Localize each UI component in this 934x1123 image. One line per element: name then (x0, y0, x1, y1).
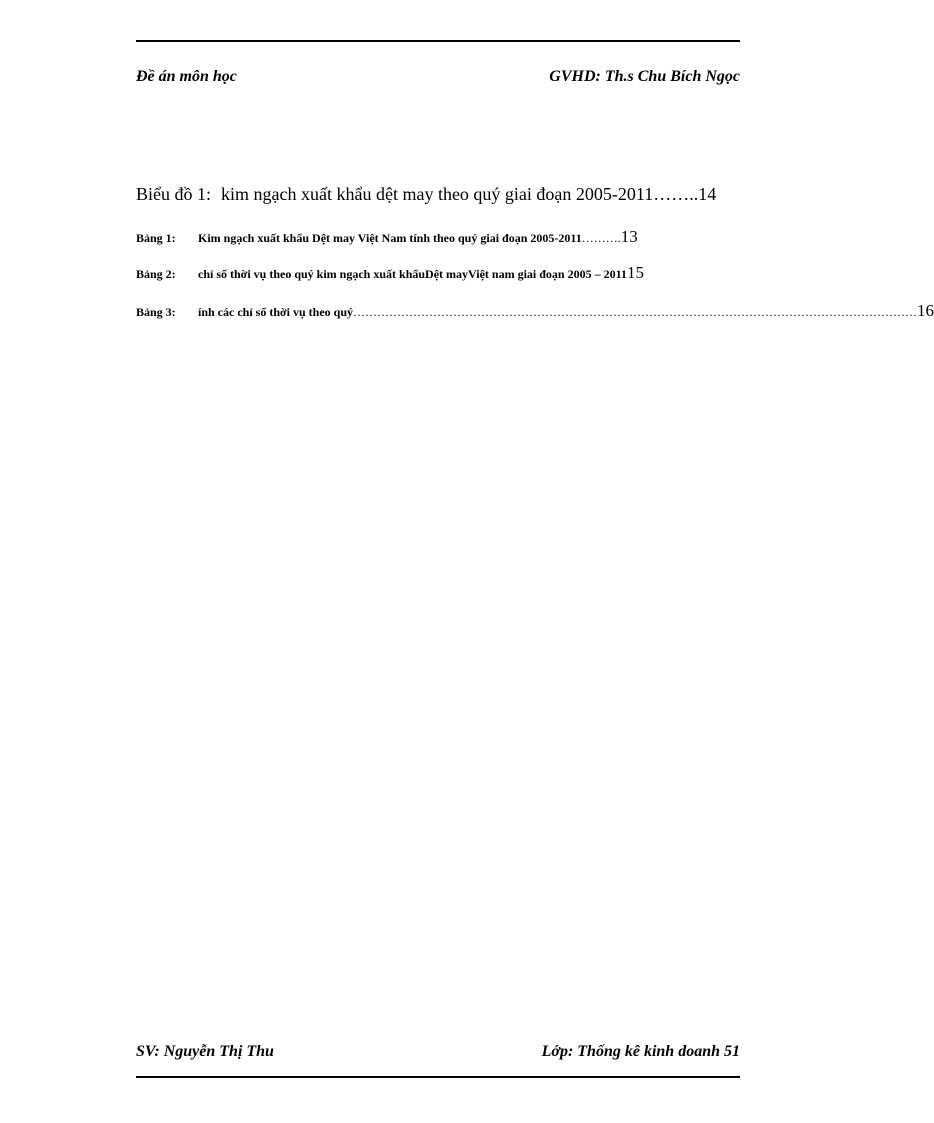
toc-entry-label: Biểu đồ 1: (136, 184, 211, 204)
toc-entry-chart-1[interactable] (136, 184, 752, 205)
toc-entry-leader-dots: ………. (581, 231, 621, 245)
toc-entry-table-2[interactable] (136, 263, 752, 283)
toc-entry-page-number: 13 (620, 227, 638, 246)
footer-class-name: Lớp: Thống kê kinh doanh 51 (541, 1043, 740, 1060)
toc-entry-text: kim ngạch xuất khẩu dệt may theo quý giai đoạn 2005-2011 (221, 184, 654, 204)
toc-entry-text: chỉ số thời vụ theo quý kim ngạch xuất khẩuDệt mayViệt nam giai đoạn 2005 – 2011 (198, 267, 627, 281)
toc-entry-page-number: 16 (917, 301, 934, 320)
toc-entry-leader-dots: …………………………………………………………………………………………………………………………… (353, 305, 918, 319)
footer-rule (136, 1076, 740, 1078)
toc-entry-table-1[interactable] (136, 227, 740, 247)
toc-entry-label: Bảng 1: (136, 231, 176, 245)
toc-entry-text: Kim ngạch xuất khẩu Dệt may Việt Nam tính theo quý giai đoạn 2005-2011 (198, 231, 582, 245)
toc-entry-leader-dots: …….. (653, 184, 699, 204)
toc-entry-text: ính các chỉ số thời vụ theo quý (198, 305, 354, 319)
header-rule (136, 40, 740, 42)
toc-entry-page-number: 14 (698, 184, 717, 204)
toc-entry-page-number: 15 (626, 263, 644, 282)
header-course-title: Đề án môn học (136, 68, 237, 85)
toc-entry-label: Bảng 3: (136, 305, 176, 319)
toc-entry-table-3[interactable] (136, 301, 934, 321)
header-supervisor: GVHD: Th.s Chu Bích Ngọc (549, 68, 740, 85)
toc-entry-label: Bảng 2: (136, 267, 176, 281)
footer-student-name: SV: Nguyễn Thị Thu (136, 1043, 274, 1060)
